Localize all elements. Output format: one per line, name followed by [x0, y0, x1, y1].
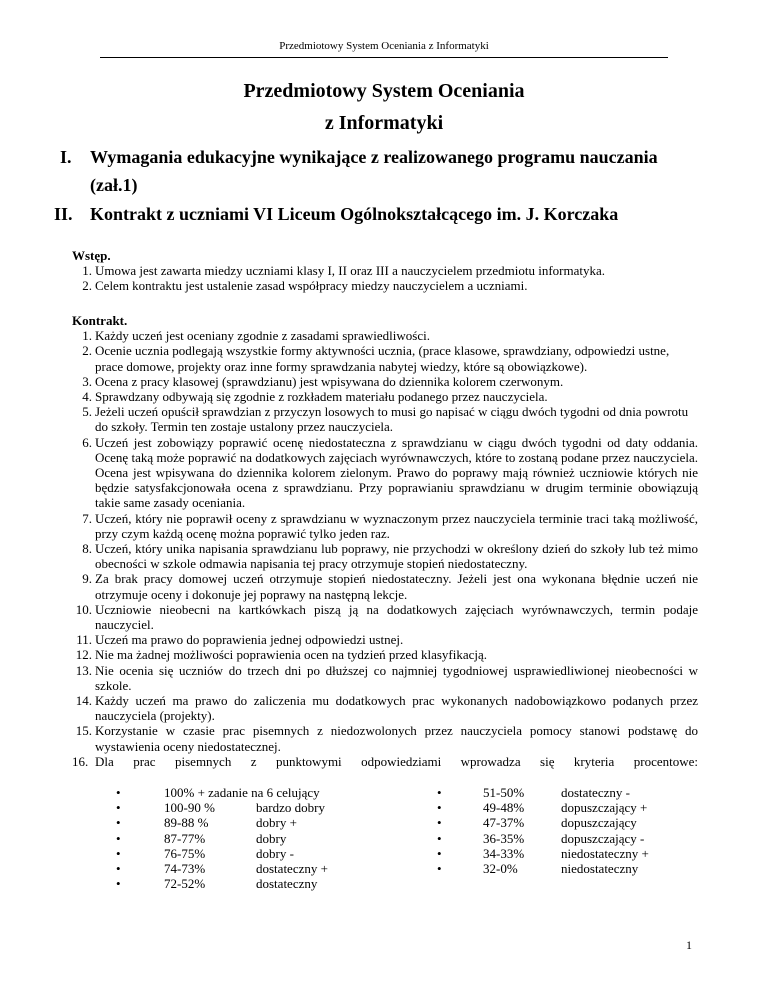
item-number: 13. [75, 662, 92, 678]
grade-label: dostateczny - [561, 785, 630, 800]
item-text: Korzystanie w czasie prac pisemnych z niedozwolonych przez nauczyciela pomocy stanowi podstawę do wystawienia oceny niedostatecznej. [95, 723, 698, 754]
section-2-number: II. [54, 204, 73, 224]
item-text: Uczniowie nieobecni na kartkówkach piszą ją na dodatkowych zajęciach wyrównawczych, termin podaje nauczyciel. [95, 601, 698, 633]
item-number: 2. [82, 278, 92, 294]
item-number: 5. [82, 404, 92, 420]
item-number: 16. [72, 753, 89, 769]
item-text: Jeżeli uczeń opuścił sprawdzian z przyczyn losowych to musi go napisać w ciągu dwóch tygodni od dnia powrotu do szkoły. Termin ten zostaje ustalony przez nauczyciela. [95, 404, 689, 435]
grade-range: 51-50% [483, 785, 525, 800]
grade-range: 87-77% [164, 830, 206, 846]
item-text: Uczeń jest zobowiązy poprawić ocenę niedostateczna z sprawdzianu w ciągu dwóch tygodni od daty oddania. Ocenę taką może poprawić na dodatkowych zajęciach wyrównawczych, które to zostaną podane przez nauczyciela. Ocena jest wpisywana do dziennika kolorem zielonym. Prawo do poprawy mają również uczniowie których nie będzie satysfakcjonowała ocena z sprawdzianu. Przy poprawianiu sprawdzianu w drugim terminie obowiązują takie same zasady oceniania. [95, 434, 698, 511]
item-text: Każdy uczeń ma prawo do zaliczenia mu dodatkowych prac wykonanych nadobowiązkowo podanych przez nauczyciela (projekty). [95, 693, 698, 724]
bullet-icon: • [116, 845, 121, 861]
item-text: Sprawdzany odbywają się zgodnie z rozkładem materiału podanego przez nauczyciela. [95, 389, 548, 405]
item-number: 8. [82, 541, 92, 557]
item-text: Uczeń ma prawo do poprawienia jednej odpowiedzi ustnej. [95, 632, 404, 648]
bullet-icon: • [437, 800, 442, 816]
list-item [72, 647, 698, 662]
bullet-icon: • [116, 800, 121, 816]
grade-label: dostateczny + [256, 860, 328, 876]
grade-range: 32-0% [483, 860, 518, 876]
list-item [72, 723, 698, 753]
item-number: 11. [76, 632, 92, 648]
item-number: 12. [75, 647, 92, 663]
grade-label: bardzo dobry [256, 800, 325, 816]
item-text: Uczeń, który unika napisania sprawdzianu lub poprawy, nie przychodzi w określony dzień do szkoły lub też mimo obecności w szkole odmawia napisania tej pracy otrzymuje stopień niedostateczny. [95, 541, 698, 572]
item-text: Ocena z pracy klasowej (sprawdzianu) jest wpisywana do dziennika kolorem czerwonym. [95, 373, 564, 389]
list-item [72, 511, 698, 541]
item-number: 2. [82, 343, 92, 359]
item-text: Uczeń, który nie poprawił oceny z sprawdzianu w wyznaczonym przez nauczyciela terminie traci taką możliwość, przy czym każdą ocenę można poprawić tylko jeden raz. [95, 510, 698, 541]
item-number: 3. [82, 373, 92, 389]
header-rule [100, 57, 668, 58]
bullet-icon: • [116, 785, 121, 800]
bullet-icon: • [116, 815, 121, 831]
grade-range: 74-73% [164, 860, 206, 876]
bullet-icon: • [437, 815, 442, 831]
item-number: 4. [82, 389, 92, 405]
list-item [72, 632, 698, 647]
list-item [72, 404, 698, 434]
item-number: 10. [75, 601, 92, 617]
intro-block [72, 248, 698, 294]
list-item [72, 435, 698, 511]
grade-label: dobry - [256, 845, 294, 861]
item-number: 9. [82, 571, 92, 587]
list-item [72, 754, 698, 769]
grade-label: dopuszczający [561, 815, 637, 831]
item-text: Celem kontraktu jest ustalenie zasad współpracy miedzy nauczycielem a uczniami. [95, 278, 528, 294]
intro-heading: Wstęp. [72, 248, 111, 263]
item-text: Nie ocenia się uczniów do trzech dni po dłuższej co najmniej tygodniowej usprawiedliwionej nieobecności w szkole. [95, 662, 698, 693]
grade-range: 100-90 % [164, 800, 215, 816]
grade-range: 34-33% [483, 845, 525, 861]
list-item [72, 389, 698, 404]
item-number: 14. [75, 693, 92, 709]
list-item [72, 263, 698, 278]
bullet-icon: • [116, 860, 121, 876]
list-item [72, 278, 698, 293]
grade-label: dostateczny [256, 876, 318, 892]
item-text: Dla prac pisemnych z punktowymi odpowiedziami wprowadza się kryteria procentowe: [95, 753, 698, 769]
grade-label: dobry [256, 830, 287, 846]
list-item [72, 541, 698, 571]
bullet-icon: • [116, 876, 121, 892]
item-text: Umowa jest zawarta miedzy uczniami klasy I, II oraz III a nauczycielem przedmiotu informatyka. [95, 263, 606, 279]
item-number: 6. [82, 434, 92, 450]
grade-label: niedostateczny + [561, 845, 649, 861]
section-2-title: Kontrakt z uczniami VI Liceum Ogólnokształcącego im. J. Korczaka [90, 204, 619, 224]
bullet-icon: • [437, 845, 442, 861]
section-1-heading [60, 147, 658, 168]
grade-label: dopuszczający - [561, 830, 645, 846]
item-number: 1. [82, 263, 92, 279]
grade-range: 100% + zadanie na 6 celujący [164, 785, 320, 800]
list-item [72, 693, 698, 723]
section-1-note: (zał.1) [90, 175, 138, 195]
list-item [72, 663, 698, 693]
grade-label: niedostateczny [561, 860, 639, 876]
bullet-icon: • [116, 830, 121, 846]
item-text: Nie ma żadnej możliwości poprawienia ocen na tydzień przed klasyfikacją. [95, 647, 488, 663]
item-number: 15. [75, 723, 92, 739]
grade-range: 89-88 % [164, 815, 209, 831]
section-1-number: I. [60, 147, 72, 167]
item-number: 7. [82, 510, 92, 526]
grade-range: 76-75% [164, 845, 206, 861]
list-item [72, 343, 698, 373]
grade-range: 36-35% [483, 830, 525, 846]
contract-block [72, 313, 698, 769]
contract-list [72, 328, 698, 769]
grade-range: 49-48% [483, 800, 525, 816]
list-item [72, 328, 698, 343]
item-number: 1. [82, 328, 92, 344]
grade-label: dobry + [256, 815, 297, 831]
section-2-heading [54, 204, 618, 225]
list-item [72, 374, 698, 389]
item-text: Za brak pracy domowej uczeń otrzymuje stopień niedostateczny. Jeżeli jest ona wykonana błędnie uczeń nie otrzymuje oceny i dokonuje jej poprawy na następną lekcje. [95, 571, 698, 602]
page-number: 1 [686, 938, 692, 952]
item-text: Każdy uczeń jest oceniany zgodnie z zasadami sprawiedliwości. [95, 328, 430, 344]
grade-range: 72-52% [164, 876, 206, 892]
contract-heading: Kontrakt. [72, 313, 128, 328]
bullet-icon: • [437, 830, 442, 846]
grade-label: dopuszczający + [561, 800, 648, 816]
item-text: Ocenie ucznia podlegają wszystkie formy aktywności ucznia, (prace klasowe, sprawdziany, odpowiedzi ustne, prace domowe, projekty oraz inne formy sprawdzania nabytej wiedzy, które są obowiązkowe). [95, 343, 670, 374]
bullet-icon: • [437, 785, 442, 800]
list-item [72, 571, 698, 601]
document-title: Przedmiotowy System Oceniania [243, 80, 525, 102]
intro-list [72, 263, 698, 293]
section-1-title: Wymagania edukacyjne wynikające z realizowanego programu nauczania [90, 147, 658, 167]
bullet-icon: • [437, 860, 442, 876]
running-header: Przedmiotowy System Oceniania z Informatyki [279, 40, 489, 52]
document-subtitle: z Informatyki [324, 112, 444, 134]
grade-range: 47-37% [483, 815, 525, 831]
list-item [72, 602, 698, 632]
